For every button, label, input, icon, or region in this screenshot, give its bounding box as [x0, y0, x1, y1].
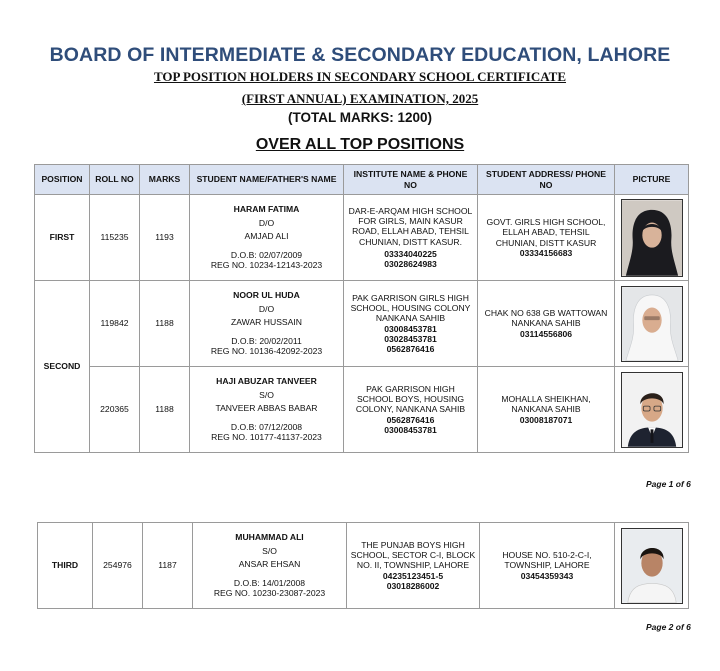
col-position: POSITION — [35, 165, 90, 195]
institute-phone: 0562876416 — [386, 414, 435, 425]
institute-cell — [344, 367, 478, 453]
address-phone: 03114556806 — [519, 328, 573, 339]
reg-no: REG NO. 10177-41137-2023 — [211, 432, 322, 443]
father-name: TANVEER ABBAS BABAR — [215, 402, 318, 413]
institute-cell — [347, 523, 480, 609]
institute-phone: 03028624983 — [384, 259, 437, 270]
report-title: TOP POSITION HOLDERS IN SECONDARY SCHOOL CERTIFICATE — [153, 69, 567, 84]
institute-phone: 03334040225 — [384, 248, 437, 259]
reg-no: REG NO. 10136-42092-2023 — [210, 346, 323, 357]
address-text: HOUSE NO. 510-2-C-I, TOWNSHIP, LAHORE — [502, 550, 592, 571]
address-cell — [478, 195, 615, 281]
institute-name: PAK GARRISON HIGH SCHOOL BOYS, HOUSING COLONY, NANKANA SAHIB — [355, 383, 466, 415]
col-roll: ROLL NO — [90, 165, 140, 195]
student-name: HARAM FATIMA — [233, 204, 300, 215]
institute-cell — [344, 195, 478, 281]
col-address: STUDENT ADDRESS/ PHONE NO — [478, 165, 615, 195]
table-row — [35, 367, 689, 453]
address-text: MOHALLA SHEIKHAN, NANKANA SAHIB — [501, 394, 591, 415]
position-cell: FIRST — [35, 195, 90, 281]
dob: D.O.B: 14/01/2008 — [233, 578, 306, 589]
institute-phone: 04235123451-5 — [382, 570, 444, 581]
dob: D.O.B: 02/07/2009 — [230, 250, 303, 261]
address-cell — [480, 523, 615, 609]
reg-no: REG NO. 10230-23087-2023 — [213, 588, 326, 599]
roll-cell: 220365 — [90, 367, 140, 453]
address-phone: 03008187071 — [519, 414, 573, 425]
page-number: Page 1 of 6 — [646, 479, 691, 489]
student-cell — [193, 523, 347, 609]
student-photo-girl-white-scarf-icon — [621, 286, 683, 362]
dob: D.O.B: 20/02/2011 — [231, 336, 302, 347]
institute-cell — [344, 281, 478, 367]
father-name: ANSAR EHSAN — [238, 558, 301, 569]
student-name: NOOR UL HUDA — [233, 290, 300, 301]
address-cell — [478, 367, 615, 453]
institute-phone: 03008453781 — [384, 323, 437, 334]
positions-table-page-1 — [34, 164, 689, 453]
student-name: MUHAMMAD ALI — [235, 532, 304, 543]
address-text: GOVT. GIRLS HIGH SCHOOL, ELLAH ABAD, TEHSIL CHUNIAN, DISTT KASUR — [486, 216, 606, 248]
position-cell: THIRD — [38, 523, 93, 609]
address-text: CHAK NO 638 GB WATTOWAN NANKANA SAHIB — [484, 308, 608, 329]
total-marks: (TOTAL MARKS: 1200) — [287, 110, 433, 125]
institute-phone: 03018286002 — [386, 580, 440, 591]
col-institute: INSTITUTE NAME & PHONE NO — [344, 165, 478, 195]
positions-table-page-2 — [37, 522, 689, 609]
col-picture: PICTURE — [615, 165, 689, 195]
roll-cell: 119842 — [90, 281, 140, 367]
picture-cell — [615, 195, 689, 281]
relation: D/O — [258, 303, 275, 314]
relation: S/O — [262, 545, 277, 556]
student-cell — [190, 281, 344, 367]
relation: S/O — [259, 389, 274, 400]
address-phone: 03454359343 — [520, 570, 574, 581]
picture-cell — [615, 281, 689, 367]
institute-phone: 03008453781 — [384, 424, 437, 435]
marks-cell: 1193 — [140, 195, 190, 281]
roll-cell: 115235 — [90, 195, 140, 281]
marks-cell: 1188 — [140, 281, 190, 367]
marks-cell: 1187 — [143, 523, 193, 609]
institute-name: PAK GARRISON GIRLS HIGH SCHOOL, HOUSING COLONY NANKANA SAHIB — [350, 292, 471, 324]
address-phone: 03334156683 — [519, 247, 573, 258]
table-header-row — [35, 165, 689, 195]
address-cell — [478, 281, 615, 367]
student-photo-boy-glasses-icon — [621, 372, 683, 448]
board-title: BOARD OF INTERMEDIATE & SECONDARY EDUCATION, LAHORE — [49, 44, 671, 66]
institute-name: DAR-E-ARQAM HIGH SCHOOL FOR GIRLS, MAIN KASUR ROAD, ELLAH ABAD, TEHSIL CHUNIAN, DISTT KASUR. — [348, 205, 473, 247]
institute-name: THE PUNJAB BOYS HIGH SCHOOL, SECTOR C-I, BLOCK NO. II, TOWNSHIP, LAHORE — [350, 539, 476, 571]
father-name: AMJAD ALI — [244, 230, 289, 241]
col-marks: MARKS — [140, 165, 190, 195]
page-number: Page 2 of 6 — [646, 622, 691, 632]
reg-no: REG NO. 10234-12143-2023 — [210, 260, 323, 271]
student-photo-boy-icon — [621, 528, 683, 604]
dob: D.O.B: 07/12/2008 — [230, 422, 303, 433]
student-photo-girl-hijab-icon — [621, 199, 683, 277]
position-cell: SECOND — [35, 281, 90, 453]
roll-cell: 254976 — [93, 523, 143, 609]
section-title: OVER ALL TOP POSITIONS — [255, 136, 465, 153]
picture-cell — [615, 523, 689, 609]
exam-title: (FIRST ANNUAL) EXAMINATION, 2025 — [241, 91, 479, 106]
relation: D/O — [258, 217, 275, 228]
student-cell — [190, 195, 344, 281]
col-student: STUDENT NAME/FATHER'S NAME — [190, 165, 344, 195]
student-name: HAJI ABUZAR TANVEER — [216, 376, 317, 387]
picture-cell — [615, 367, 689, 453]
table-row — [35, 281, 689, 367]
table-row — [35, 195, 689, 281]
marks-cell: 1188 — [140, 367, 190, 453]
father-name: ZAWAR HUSSAIN — [231, 316, 302, 327]
table-row — [38, 523, 689, 609]
institute-phone: 0562876416 — [386, 344, 435, 355]
student-cell — [190, 367, 344, 453]
institute-phone: 03028453781 — [384, 333, 437, 344]
